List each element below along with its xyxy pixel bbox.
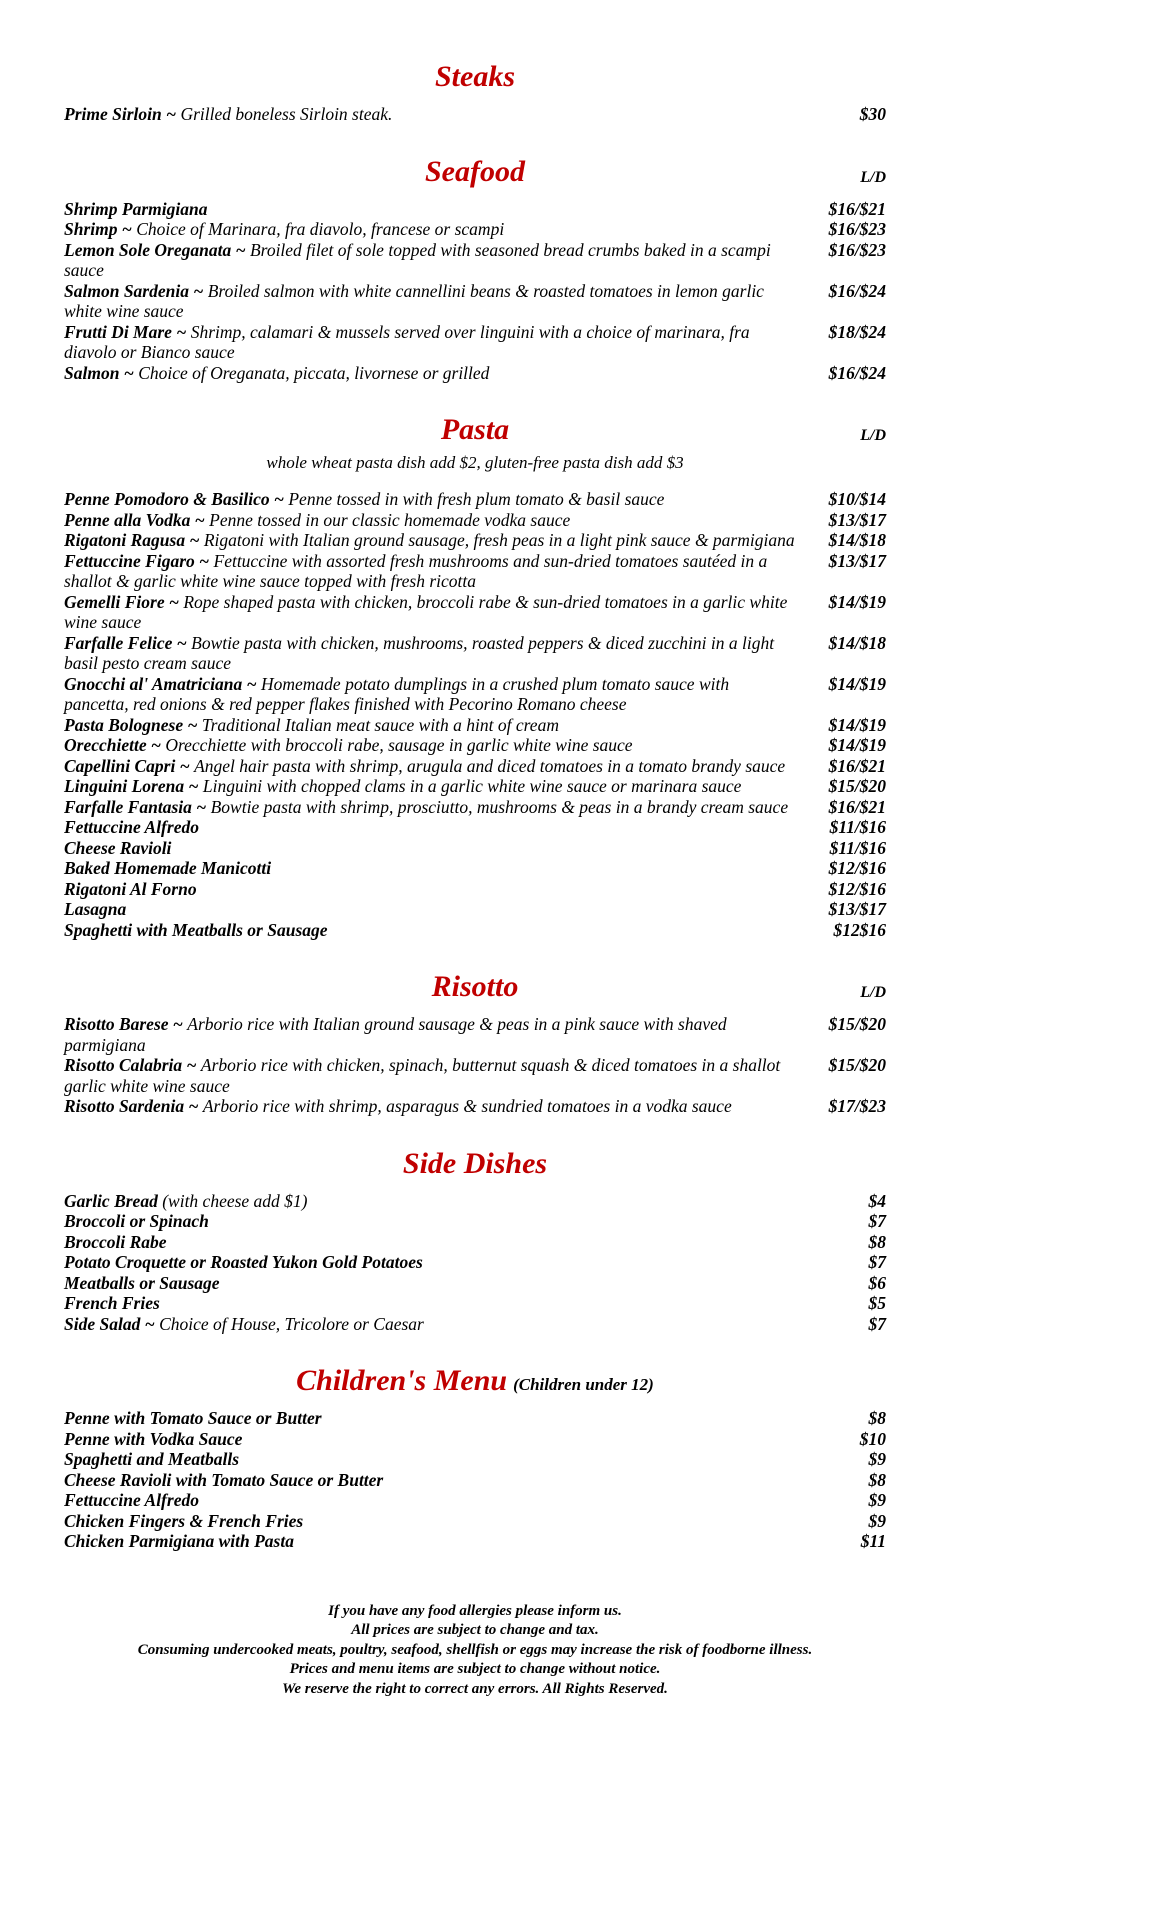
menu-item-text	[64, 199, 814, 220]
menu-page	[64, 0, 886, 1699]
menu-item-text	[64, 858, 814, 879]
menu-item-text	[64, 1252, 814, 1273]
menu-item-price: $5	[868, 1293, 886, 1313]
menu-item-text	[64, 756, 814, 777]
menu-item-row	[64, 551, 886, 592]
menu-section-pasta	[64, 413, 886, 940]
menu-item-name: Salmon	[64, 362, 120, 383]
menu-item-row	[64, 899, 886, 920]
menu-item-name: French Fries	[64, 1293, 160, 1313]
menu-item-price: $8	[868, 1469, 886, 1490]
menu-item-price: $12/$16	[828, 858, 886, 878]
menu-item-name: Salmon Sardenia	[64, 280, 189, 301]
menu-item-text	[64, 281, 814, 322]
menu-item-row	[64, 879, 886, 900]
menu-item-price: $18/$24	[828, 321, 886, 342]
menu-item-price: $7	[868, 1252, 886, 1272]
menu-item-name: Penne with Tomato Sauce or Butter	[64, 1408, 322, 1428]
menu-item-name: Penne with Vodka Sauce	[64, 1428, 243, 1449]
menu-item-price: $16/$21	[828, 198, 886, 219]
menu-section-side-dishes	[64, 1147, 886, 1335]
menu-item-text	[64, 1490, 814, 1511]
menu-item-row	[64, 1429, 886, 1450]
menu-item-name: Side Salad	[64, 1313, 141, 1334]
menu-item-text	[64, 1531, 814, 1552]
menu-item-description: Broiled salmon with white cannellini beans & roasted tomatoes in lemon garlic white wine sauce	[64, 280, 764, 321]
menu-item-separator: ~	[183, 714, 202, 735]
menu-item-text	[64, 838, 814, 859]
menu-section-steaks	[64, 60, 886, 125]
lunch-dinner-label: L/D	[860, 427, 886, 444]
menu-item-description: Grilled boneless Sirloin steak.	[180, 104, 393, 124]
footer-disclaimers	[64, 1602, 886, 1700]
menu-item-price: $12$16	[833, 919, 886, 940]
menu-item-price: $16/$24	[828, 362, 886, 383]
menu-item-text	[64, 797, 814, 818]
menu-item-price: $14/$18	[828, 632, 886, 653]
section-title: Side Dishes	[402, 1146, 548, 1180]
menu-item-separator: ~	[161, 104, 181, 124]
menu-item-price: $16/$24	[828, 280, 886, 301]
menu-item-row	[64, 817, 886, 838]
section-subtitle: whole wheat pasta dish add $2, gluten-free pasta dish add $3	[266, 453, 684, 472]
menu-item-row	[64, 1531, 886, 1552]
menu-item-text	[64, 1408, 814, 1429]
menu-item-row	[64, 322, 886, 363]
menu-item-row	[64, 592, 886, 633]
menu-item-price: $14/$19	[828, 591, 886, 612]
menu-item-price: $13/$17	[828, 550, 886, 571]
menu-item-row	[64, 1449, 886, 1470]
menu-item-separator: ~	[184, 776, 203, 796]
menu-item-name: Meatballs or Sausage	[64, 1272, 220, 1293]
menu-item-row	[64, 1314, 886, 1335]
menu-item-description: Homemade potato dumplings in a crushed plum tomato sauce with pancetta, red onions & red pepper flakes finished with Pecorino Romano cheese	[64, 673, 730, 714]
menu-item-description: Shrimp, calamari & mussels served over linguini with a choice of marinara, fra diavolo or Bianco sauce	[64, 321, 750, 362]
section-header	[64, 970, 886, 1004]
menu-item-text	[64, 1096, 814, 1117]
menu-item-row	[64, 1191, 886, 1212]
section-header	[64, 1147, 886, 1181]
menu-item-separator: ~	[171, 321, 191, 342]
menu-item-name: Garlic Bread	[64, 1190, 158, 1211]
menu-item-price: $13/$17	[828, 899, 886, 919]
menu-item-price: $9	[868, 1449, 886, 1469]
menu-item-name: Linguini Lorena	[64, 776, 185, 796]
menu-item-separator: ~	[184, 1096, 203, 1116]
menu-item-price: $10/$14	[828, 489, 886, 509]
footer-line: All prices are subject to change and tax.	[351, 1622, 599, 1638]
menu-item-row	[64, 838, 886, 859]
menu-item-name: Gemelli Fiore	[64, 591, 165, 612]
lunch-dinner-label: L/D	[860, 984, 886, 1001]
menu-item-row	[64, 1096, 886, 1117]
menu-item-price: $16/$21	[828, 796, 886, 817]
menu-item-price: $6	[868, 1272, 886, 1293]
menu-item-price: $15/$20	[828, 1055, 886, 1075]
menu-item-description: Orecchiette with broccoli rabe, sausage in garlic white wine sauce	[165, 735, 633, 755]
menu-item-text	[64, 879, 814, 900]
menu-item-description: Choice of House, Tricolore or Caesar	[159, 1313, 424, 1334]
menu-item-price: $14/$18	[828, 530, 886, 550]
menu-item-separator: ~	[168, 1014, 188, 1034]
menu-item-text	[64, 219, 814, 240]
menu-item-description: Penne tossed in with fresh plum tomato & basil sauce	[288, 489, 665, 509]
menu-item-row	[64, 858, 886, 879]
menu-item-name: Farfalle Fantasia	[64, 796, 192, 817]
menu-item-name: Capellini Capri	[64, 755, 176, 776]
menu-item-text	[64, 1232, 814, 1253]
menu-item-row	[64, 633, 886, 674]
menu-item-description: Fettuccine with assorted fresh mushrooms and sun-dried tomatoes sautéed in a shallot & garlic white wine sauce topped with fresh ricotta	[64, 550, 768, 591]
menu-item-row	[64, 240, 886, 281]
menu-item-description: Linguini with chopped clams in a garlic white wine sauce or marinara sauce	[202, 776, 742, 796]
footer-line: Prices and menu items are subject to change without notice.	[289, 1661, 661, 1677]
menu-item-price: $10	[859, 1428, 886, 1449]
menu-item-text	[64, 1293, 814, 1314]
menu-item-name: Penne Pomodoro & Basilico	[64, 489, 270, 509]
menu-item-price: $14/$19	[828, 714, 886, 735]
menu-item-row	[64, 756, 886, 777]
section-items	[64, 1191, 886, 1335]
menu-item-row	[64, 530, 886, 551]
menu-item-row	[64, 1273, 886, 1294]
section-items	[64, 199, 886, 384]
menu-item-separator: ~	[242, 673, 261, 694]
menu-item-description: Arborio rice with chicken, spinach, butternut squash & diced tomatoes in a shallot garlic white wine sauce	[64, 1055, 781, 1096]
footer-line: We reserve the right to correct any errors. All Rights Reserved.	[282, 1680, 668, 1697]
menu-section-children-s-menu	[64, 1364, 886, 1552]
menu-item-row	[64, 1408, 886, 1429]
menu-item-separator: ~	[269, 489, 289, 509]
menu-item-separator: ~	[194, 550, 214, 571]
menu-item-name: Penne alla Vodka	[64, 509, 191, 530]
menu-item-text	[64, 489, 814, 510]
footer-line: Consuming undercooked meats, poultry, seafood, shellfish or eggs may increase the risk of foodborne illness.	[137, 1641, 813, 1658]
menu-item-price: $9	[868, 1510, 886, 1531]
menu-item-text	[64, 817, 814, 838]
menu-item-price: $15/$20	[828, 1014, 886, 1034]
menu-item-description: Penne tossed in our classic homemade vodka sauce	[209, 509, 571, 530]
section-title: Pasta	[440, 413, 510, 446]
menu-item-description: Arborio rice with shrimp, asparagus & sundried tomatoes in a vodka sauce	[202, 1096, 732, 1116]
menu-item-text	[64, 735, 814, 756]
menu-item-text	[64, 1449, 814, 1470]
menu-item-text	[64, 1055, 814, 1096]
menu-item-name: Pasta Bolognese	[64, 714, 184, 735]
menu-item-price: $11/$16	[829, 837, 886, 858]
menu-item-name: Lasagna	[64, 899, 127, 919]
menu-item-price: $16/$23	[828, 239, 886, 260]
menu-section-risotto	[64, 970, 886, 1117]
menu-item-price: $4	[868, 1190, 886, 1211]
menu-item-name: Baked Homemade Manicotti	[64, 858, 272, 878]
menu-item-price: $8	[868, 1231, 886, 1252]
menu-item-separator: ~	[140, 1313, 160, 1334]
menu-item-name: Cheese Ravioli with Tomato Sauce or Butter	[64, 1469, 384, 1490]
menu-item-row	[64, 219, 886, 240]
menu-item-row	[64, 281, 886, 322]
menu-item-name: Risotto Barese	[64, 1014, 169, 1034]
menu-item-name: Fettuccine Alfredo	[64, 817, 199, 837]
menu-item-row	[64, 776, 886, 797]
menu-item-separator: ~	[164, 591, 184, 612]
menu-item-row	[64, 674, 886, 715]
menu-item-text	[64, 510, 814, 531]
menu-item-text	[64, 1211, 814, 1232]
menu-item-price: $16/$21	[828, 755, 886, 776]
menu-item-name: Farfalle Felice	[64, 632, 173, 653]
menu-item-text	[64, 240, 814, 281]
menu-item-description: Rope shaped pasta with chicken, broccoli rabe & sun-dried tomatoes in a garlic white wine sauce	[64, 591, 788, 632]
menu-item-name: Rigatoni Ragusa	[64, 530, 186, 550]
menu-item-description: (with cheese add $1)	[162, 1190, 308, 1211]
menu-item-separator: ~	[190, 509, 210, 530]
menu-item-row	[64, 735, 886, 756]
menu-item-separator: ~	[117, 219, 137, 239]
menu-item-text	[64, 1273, 814, 1294]
menu-item-name: Risotto Sardenia	[64, 1096, 185, 1116]
menu-item-name: Broccoli Rabe	[64, 1231, 167, 1252]
menu-item-price: $12/$16	[828, 878, 886, 899]
menu-item-row	[64, 920, 886, 941]
menu-item-description: Choice of Marinara, fra diavolo, francese or scampi	[136, 219, 505, 239]
menu-item-price: $11/$16	[829, 817, 886, 837]
menu-item-text	[64, 363, 814, 384]
menu-item-separator: ~	[191, 796, 211, 817]
menu-item-description: Rigatoni with Italian ground sausage, fresh peas in a light pink sauce & parmigiana	[203, 530, 795, 550]
menu-item-text	[64, 776, 814, 797]
menu-item-text	[64, 1511, 814, 1532]
menu-item-text	[64, 1314, 814, 1335]
section-title: Seafood	[425, 154, 525, 188]
menu-item-row	[64, 797, 886, 818]
section-title: Risotto	[431, 970, 519, 1003]
section-items	[64, 1408, 886, 1552]
section-header	[64, 413, 886, 447]
menu-section-seafood	[64, 155, 886, 384]
menu-item-description: Arborio rice with Italian ground sausage & peas in a pink sauce with shaved parmigiana	[64, 1014, 727, 1055]
section-items	[64, 1014, 886, 1117]
section-title-suffix: (Children under 12)	[513, 1375, 654, 1394]
footer-line: If you have any food allergies please inform us.	[328, 1602, 622, 1619]
menu-item-name: Lemon Sole Oreganata	[64, 239, 232, 260]
menu-item-text	[64, 674, 814, 715]
menu-item-price: $17/$23	[828, 1096, 886, 1116]
menu-item-row	[64, 1490, 886, 1511]
menu-item-name: Fettuccine Alfredo	[64, 1490, 199, 1510]
menu-item-row	[64, 1293, 886, 1314]
menu-item-description: Traditional Italian meat sauce with a hint of cream	[201, 714, 559, 735]
menu-item-separator: ~	[175, 755, 195, 776]
menu-item-row	[64, 1232, 886, 1253]
menu-item-name: Frutti Di Mare	[64, 321, 172, 342]
menu-item-text	[64, 715, 814, 736]
menu-item-text	[64, 104, 814, 125]
menu-item-text	[64, 592, 814, 633]
menu-item-name: Chicken Fingers & French Fries	[64, 1510, 304, 1531]
menu-item-row	[64, 510, 886, 531]
menu-item-price: $13/$17	[828, 509, 886, 530]
section-header	[64, 60, 886, 94]
menu-item-separator: ~	[185, 530, 204, 550]
menu-item-separator: ~	[188, 280, 208, 301]
menu-item-price: $11	[860, 1531, 886, 1551]
menu-item-row	[64, 715, 886, 736]
menu-item-text	[64, 530, 814, 551]
menu-item-name: Shrimp Parmigiana	[64, 198, 208, 219]
menu-item-name: Orecchiette	[64, 735, 147, 755]
menu-item-text	[64, 899, 814, 920]
menu-item-text	[64, 551, 814, 592]
menu-item-price: $14/$19	[828, 735, 886, 755]
menu-item-separator: ~	[119, 362, 139, 383]
menu-item-row	[64, 1055, 886, 1096]
menu-item-name: Risotto Calabria	[64, 1055, 183, 1075]
menu-item-row	[64, 104, 886, 125]
menu-item-row	[64, 363, 886, 384]
menu-item-separator: ~	[146, 735, 166, 755]
menu-item-description: Choice of Oreganata, piccata, livornese or grilled	[138, 362, 490, 383]
menu-item-name: Potato Croquette or Roasted Yukon Gold Potatoes	[64, 1252, 423, 1272]
menu-item-price: $8	[868, 1408, 886, 1428]
menu-item-text	[64, 1470, 814, 1491]
menu-item-price: $7	[868, 1313, 886, 1334]
menu-item-text	[64, 633, 814, 674]
menu-item-text	[64, 920, 814, 941]
menu-item-text	[64, 1014, 814, 1055]
menu-item-price: $9	[868, 1490, 886, 1510]
section-items	[64, 489, 886, 940]
menu-item-price: $16/$23	[828, 219, 886, 239]
menu-item-row	[64, 199, 886, 220]
menu-item-description: Bowtie pasta with shrimp, prosciutto, mushrooms & peas in a brandy cream sauce	[210, 796, 789, 817]
section-header	[64, 155, 886, 189]
menu-item-name: Spaghetti and Meatballs	[64, 1449, 240, 1469]
menu-item-name: Fettuccine Figaro	[64, 550, 195, 571]
menu-item-description: Bowtie pasta with chicken, mushrooms, roasted peppers & diced zucchini in a light basil pesto cream sauce	[64, 632, 775, 673]
menu-item-description: Broiled filet of sole topped with seasoned bread crumbs baked in a scampi sauce	[64, 239, 771, 280]
menu-item-separator: ~	[182, 1055, 201, 1075]
menu-item-name: Chicken Parmigiana with Pasta	[64, 1531, 294, 1551]
menu-item-name: Cheese Ravioli	[64, 837, 172, 858]
menu-item-name: Rigatoni Al Forno	[64, 878, 197, 899]
menu-item-name: Spaghetti with Meatballs or Sausage	[64, 919, 328, 940]
menu-item-row	[64, 1470, 886, 1491]
menu-item-name: Prime Sirloin	[64, 104, 162, 124]
menu-item-row	[64, 1252, 886, 1273]
menu-item-separator: ~	[231, 239, 250, 260]
menu-item-text	[64, 322, 814, 363]
menu-item-row	[64, 1211, 886, 1232]
menu-item-row	[64, 1511, 886, 1532]
menu-item-price: $7	[868, 1211, 886, 1231]
section-items	[64, 104, 886, 125]
section-title: Children's Menu	[296, 1364, 508, 1397]
menu-item-price: $14/$19	[828, 673, 886, 694]
menu-item-price: $30	[859, 104, 886, 124]
menu-item-description: Angel hair pasta with shrimp, arugula and diced tomatoes in a tomato brandy sauce	[194, 755, 786, 776]
menu-item-name: Gnocchi al' Amatriciana	[64, 673, 243, 694]
menu-item-row	[64, 1014, 886, 1055]
menu-item-row	[64, 489, 886, 510]
menu-item-text	[64, 1429, 814, 1450]
menu-item-separator: ~	[172, 632, 192, 653]
menu-item-price: $15/$20	[828, 776, 886, 796]
menu-item-text	[64, 1191, 814, 1212]
lunch-dinner-label: L/D	[860, 168, 886, 186]
menu-item-name: Shrimp	[64, 219, 118, 239]
section-header	[64, 1364, 886, 1398]
section-title: Steaks	[434, 60, 515, 93]
menu-item-name: Broccoli or Spinach	[64, 1211, 209, 1231]
